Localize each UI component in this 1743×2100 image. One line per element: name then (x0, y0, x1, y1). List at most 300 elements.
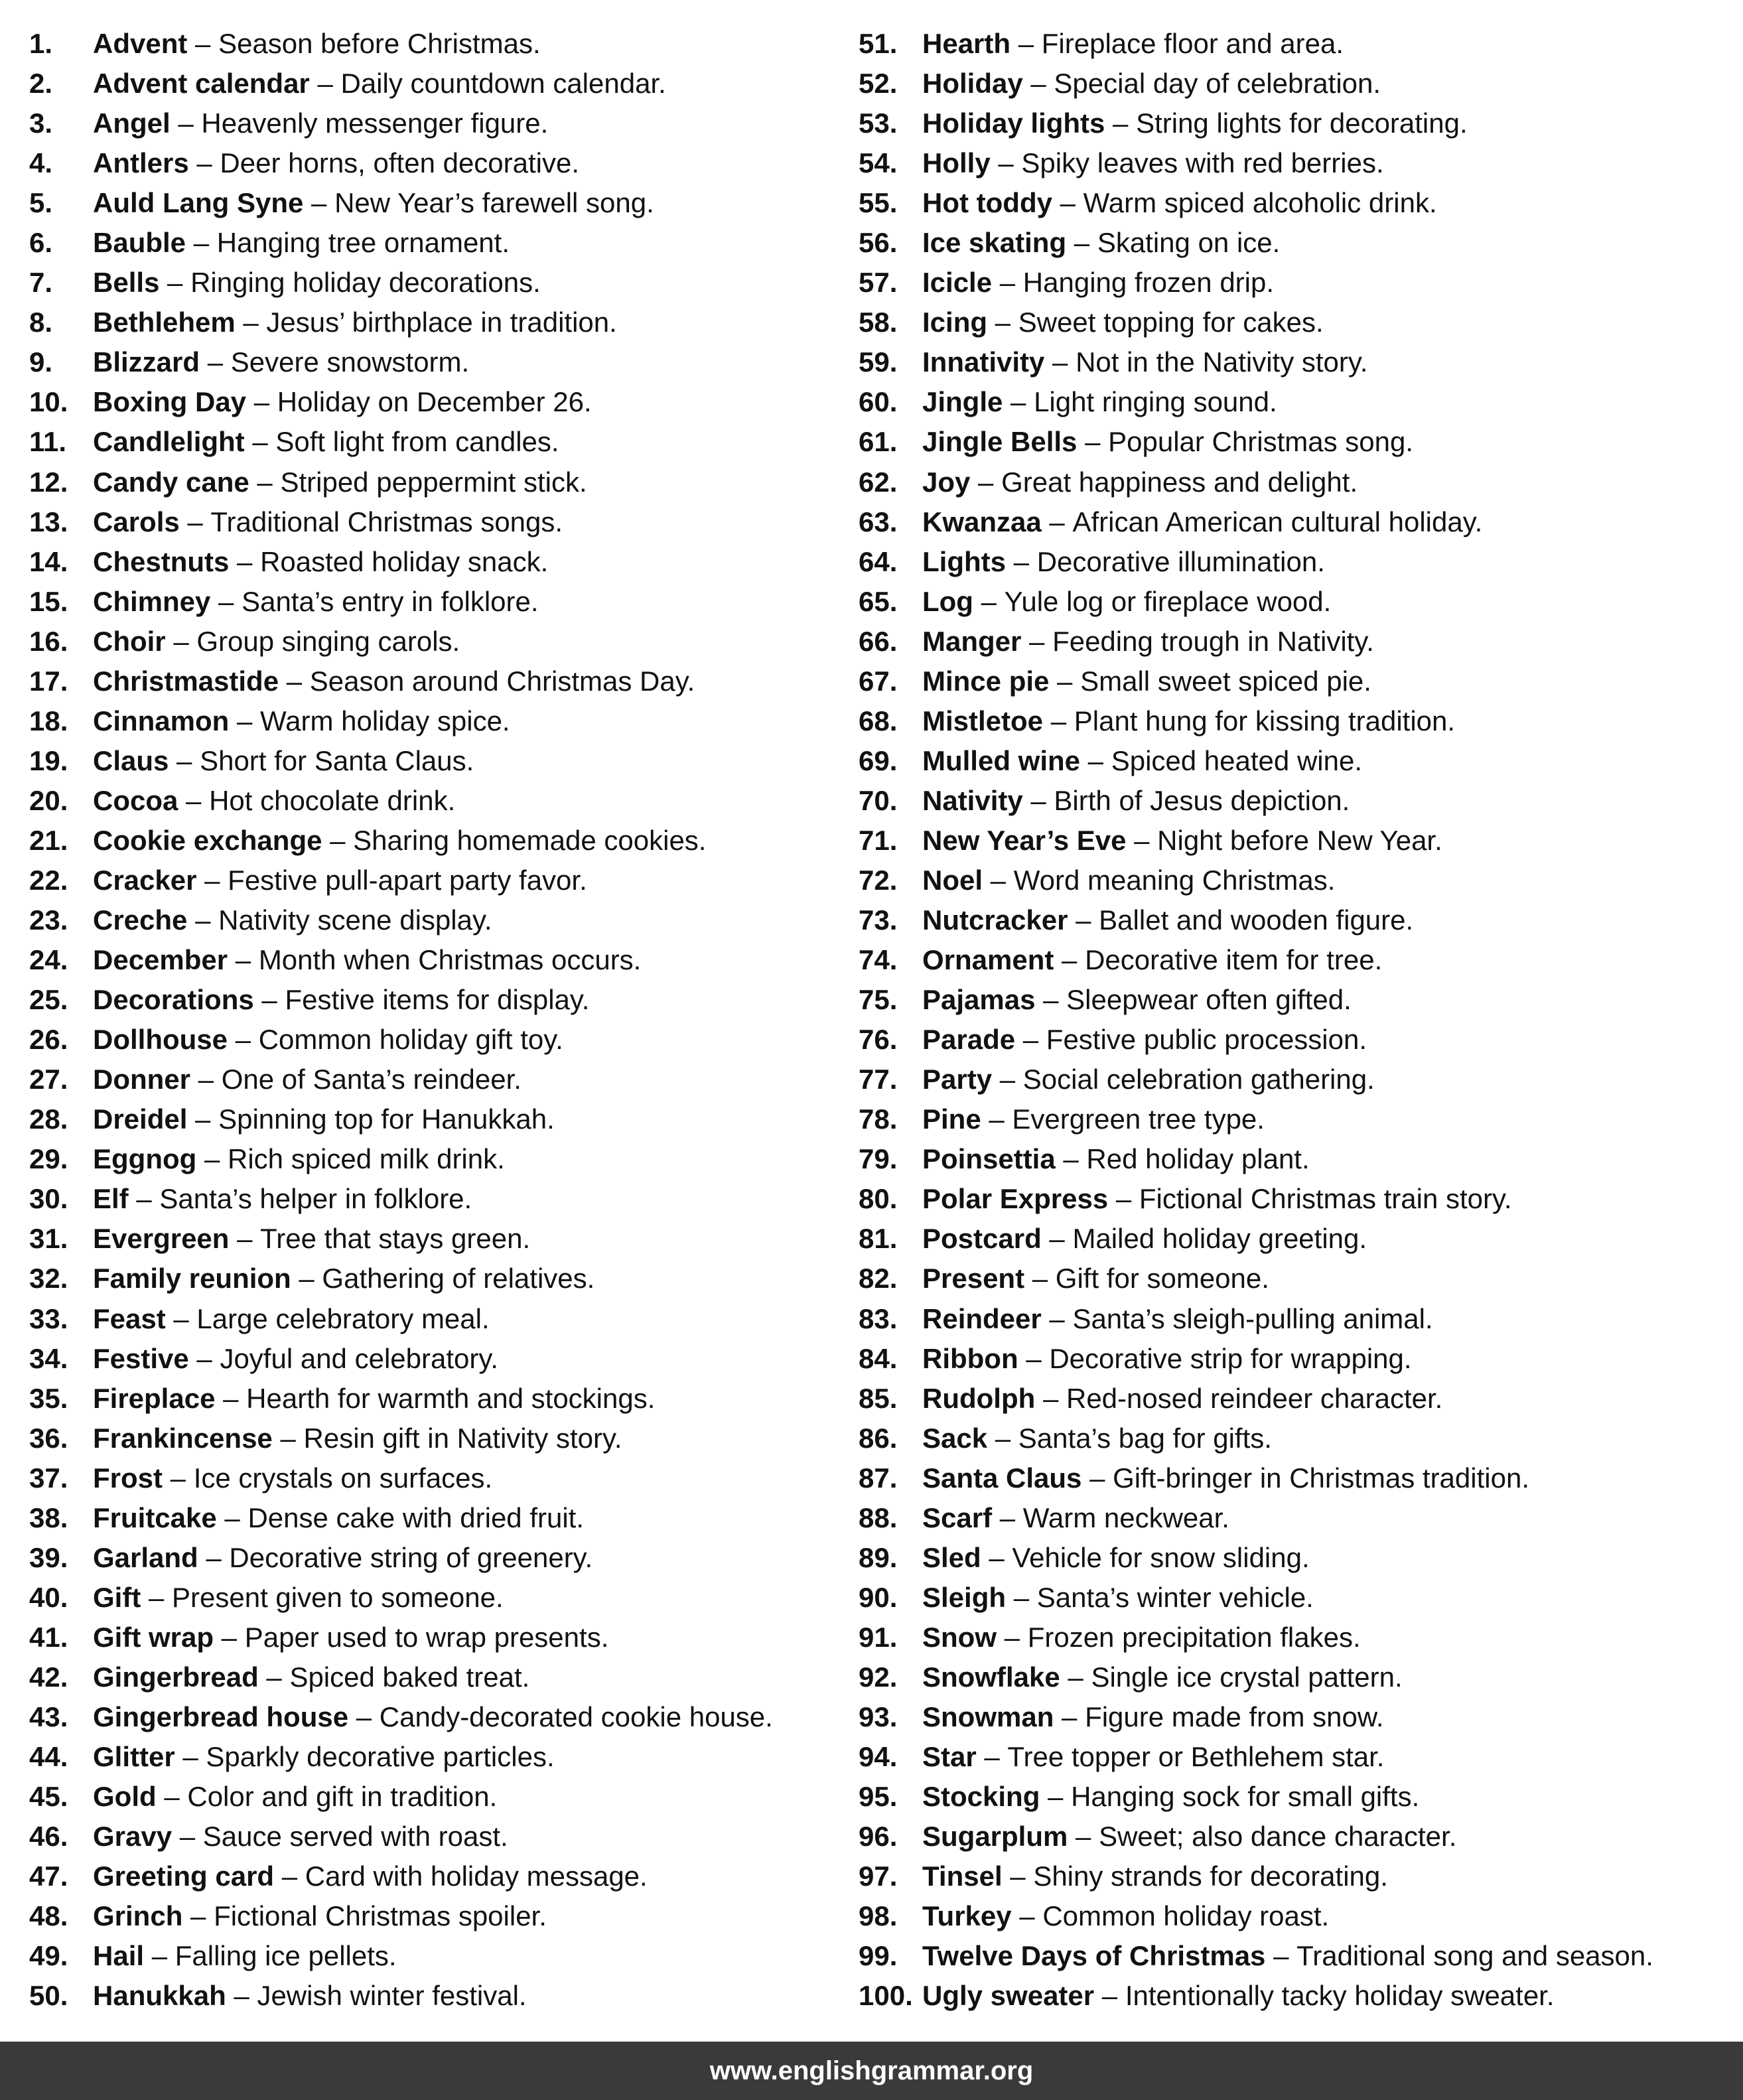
item-term: Santa Claus (922, 1462, 1082, 1494)
item-definition: Traditional song and season. (1296, 1940, 1653, 1972)
list-item (859, 1179, 1653, 1219)
item-separator: – (1003, 386, 1034, 418)
item-number: 64. (859, 545, 898, 577)
item-definition: Soft light from candles. (275, 426, 559, 458)
item-number: 22. (29, 865, 68, 896)
item-number: 30. (29, 1183, 68, 1215)
list-item (859, 622, 1653, 662)
item-term: Hearth (922, 28, 1011, 60)
item-separator: – (165, 625, 197, 657)
item-separator: – (1022, 68, 1054, 100)
item-number: 4. (29, 147, 53, 179)
item-definition: Fireplace floor and area. (1041, 28, 1344, 60)
list-item (859, 1777, 1653, 1817)
item-separator: – (246, 386, 277, 418)
item-term: Greeting card (93, 1860, 275, 1892)
item-term: Bethlehem (93, 307, 236, 338)
list-item (29, 1099, 773, 1139)
item-number: 33. (29, 1302, 68, 1334)
item-number: 31. (29, 1223, 68, 1255)
item-term: Ugly sweater (922, 1980, 1095, 2012)
item-term: Cocoa (93, 784, 178, 816)
item-term: Hanukkah (93, 1980, 226, 2012)
item-definition: Spinning top for Hanukkah. (218, 1103, 555, 1135)
item-number: 77. (859, 1064, 898, 1095)
list-item (29, 183, 773, 223)
item-definition: Santa’s bag for gifts. (1018, 1422, 1272, 1454)
item-term: Polar Express (922, 1183, 1109, 1215)
item-term: Cookie exchange (93, 824, 322, 856)
item-definition: Joyful and celebratory. (220, 1342, 498, 1374)
item-definition: Santa’s winter vehicle. (1036, 1581, 1314, 1613)
item-number: 12. (29, 466, 68, 498)
item-term: Rudolph (922, 1382, 1036, 1414)
item-separator: – (983, 865, 1014, 896)
item-term: Candlelight (93, 426, 245, 458)
item-separator: – (1002, 1860, 1034, 1892)
left-column (29, 24, 773, 2016)
item-number: 37. (29, 1462, 68, 1494)
item-number: 96. (859, 1821, 898, 1853)
item-definition: Decorative item for tree. (1085, 944, 1383, 976)
list-item (29, 1976, 773, 2016)
item-term: Manger (922, 625, 1022, 657)
item-definition: Roasted holiday snack. (260, 545, 549, 577)
item-separator: – (1265, 1940, 1297, 1972)
list-item (29, 861, 773, 900)
list-item (29, 781, 773, 821)
item-term: Sleigh (922, 1581, 1007, 1613)
item-number: 68. (859, 705, 898, 736)
list-item (859, 662, 1653, 701)
item-definition: Paper used to wrap presents. (244, 1621, 609, 1653)
item-separator: – (303, 187, 335, 219)
item-separator: – (992, 267, 1023, 299)
list-item (859, 1419, 1653, 1458)
item-term: Frost (93, 1462, 163, 1494)
list-item (29, 980, 773, 1020)
item-definition: Not in the Nativity story. (1076, 346, 1368, 378)
list-item (859, 582, 1653, 622)
list-item (29, 1896, 773, 1936)
item-definition: Santa’s entry in folklore. (242, 585, 539, 617)
item-separator: – (1094, 1980, 1125, 2012)
item-number: 59. (859, 346, 898, 378)
item-term: Innativity (922, 346, 1045, 378)
item-term: Party (922, 1064, 993, 1095)
item-separator: – (322, 824, 354, 856)
list-item (859, 980, 1653, 1020)
item-separator: – (188, 1342, 220, 1374)
list-item (859, 1339, 1653, 1379)
item-term: Joy (922, 466, 971, 498)
item-term: Pine (922, 1103, 981, 1135)
item-definition: Common holiday roast. (1042, 1900, 1330, 1932)
list-item (29, 223, 773, 263)
item-number: 94. (859, 1741, 898, 1773)
list-item (29, 24, 773, 64)
list-item (29, 1379, 773, 1419)
item-separator: – (1018, 1342, 1050, 1374)
item-number: 63. (859, 506, 898, 537)
list-item (859, 1498, 1653, 1538)
item-separator: – (214, 1621, 245, 1653)
item-term: Icing (922, 307, 988, 338)
item-definition: Warm holiday spice. (260, 705, 510, 736)
item-number: 53. (859, 107, 898, 139)
list-item (859, 781, 1653, 821)
list-item (859, 1060, 1653, 1099)
item-definition: Severe snowstorm. (230, 346, 470, 378)
item-separator: – (169, 744, 200, 776)
item-term: Ribbon (922, 1342, 1018, 1374)
item-definition: Intentionally tacky holiday sweater. (1125, 1980, 1555, 2012)
item-number: 56. (859, 227, 898, 259)
item-definition: Traditional Christmas songs. (210, 506, 563, 537)
item-term: Elf (93, 1183, 129, 1215)
item-definition: Decorative strip for wrapping. (1049, 1342, 1412, 1374)
item-definition: Jesus’ birthplace in tradition. (266, 307, 617, 338)
item-separator: – (186, 227, 217, 259)
item-definition: Short for Santa Claus. (200, 744, 474, 776)
item-number: 19. (29, 744, 68, 776)
list-item (29, 1697, 773, 1737)
item-number: 44. (29, 1741, 68, 1773)
list-item (29, 542, 773, 582)
item-number: 65. (859, 585, 898, 617)
list-item (29, 342, 773, 382)
item-separator: – (272, 1422, 304, 1454)
list-item (859, 861, 1653, 900)
item-definition: Hanging tree ornament. (216, 227, 510, 259)
item-term: Mince pie (922, 665, 1050, 697)
item-term: Family reunion (93, 1263, 291, 1295)
item-number: 79. (859, 1143, 898, 1175)
item-term: Gift wrap (93, 1621, 214, 1653)
item-separator: – (279, 665, 310, 697)
list-item (859, 1219, 1653, 1259)
item-separator: – (1040, 1781, 1072, 1813)
item-number: 3. (29, 107, 53, 139)
item-definition: Santa’s sleigh-pulling animal. (1072, 1302, 1433, 1334)
item-term: Star (922, 1741, 977, 1773)
item-separator: – (987, 1422, 1018, 1454)
item-separator: – (226, 1980, 257, 2012)
list-item (29, 1020, 773, 1060)
item-definition: Deer horns, often decorative. (220, 147, 580, 179)
item-number: 10. (29, 386, 68, 418)
item-term: Blizzard (93, 346, 200, 378)
item-definition: Sweet; also dance character. (1099, 1821, 1457, 1853)
list-item (859, 1856, 1653, 1896)
item-term: Gingerbread (93, 1661, 259, 1693)
item-definition: Word meaning Christmas. (1013, 865, 1336, 896)
item-separator: – (198, 1541, 230, 1573)
item-number: 67. (859, 665, 898, 697)
item-separator: – (1035, 1382, 1066, 1414)
item-term: Lights (922, 545, 1006, 577)
list-item (29, 741, 773, 781)
list-item (29, 1259, 773, 1298)
item-number: 70. (859, 784, 898, 816)
item-term: Fruitcake (93, 1502, 217, 1533)
item-separator: – (172, 1821, 203, 1853)
item-definition: Tree topper or Bethlehem star. (1007, 1741, 1385, 1773)
item-definition: Decorative illumination. (1036, 545, 1325, 577)
item-definition: Spiced baked treat. (289, 1661, 530, 1693)
item-definition: Spiky leaves with red berries. (1021, 147, 1384, 179)
item-separator: – (1044, 346, 1076, 378)
right-column (859, 24, 1653, 2016)
item-separator: – (229, 545, 261, 577)
list-item (29, 1419, 773, 1458)
item-definition: Red-nosed reindeer character. (1066, 1382, 1443, 1414)
item-number: 60. (859, 386, 898, 418)
item-number: 2. (29, 68, 53, 100)
item-definition: Present given to someone. (172, 1581, 504, 1613)
list-item (859, 1578, 1653, 1618)
item-term: Bells (93, 267, 160, 299)
item-definition: Sweet topping for cakes. (1018, 307, 1324, 338)
item-number: 55. (859, 187, 898, 219)
list-item (29, 263, 773, 303)
list-item (859, 183, 1653, 223)
item-separator: – (187, 28, 219, 60)
item-term: Eggnog (93, 1143, 197, 1175)
item-term: Mulled wine (922, 744, 1081, 776)
list-item (29, 1936, 773, 1976)
item-definition: African American cultural holiday. (1072, 506, 1483, 537)
item-number: 95. (859, 1781, 898, 1813)
item-term: Glitter (93, 1741, 175, 1773)
item-separator: – (990, 147, 1022, 179)
item-definition: Santa’s helper in folklore. (159, 1183, 472, 1215)
item-definition: Large celebratory meal. (196, 1302, 490, 1334)
item-number: 42. (29, 1661, 68, 1693)
item-separator: – (1041, 506, 1073, 537)
item-definition: Candy-decorated cookie house. (379, 1701, 773, 1732)
item-term: Auld Lang Syne (93, 187, 304, 219)
footer-bar (0, 2042, 1743, 2100)
item-term: Carols (93, 506, 180, 537)
item-separator: – (1005, 545, 1037, 577)
item-number: 80. (859, 1183, 898, 1215)
item-separator: – (244, 426, 276, 458)
list-item (29, 1578, 773, 1618)
item-number: 71. (859, 824, 898, 856)
item-separator: – (1081, 1462, 1113, 1494)
item-separator: – (997, 1621, 1028, 1653)
list-item (29, 1299, 773, 1339)
item-definition: Hanging sock for small gifts. (1071, 1781, 1420, 1813)
item-term: Creche (93, 904, 188, 936)
item-number: 62. (859, 466, 898, 498)
item-definition: Striped peppermint stick. (280, 466, 587, 498)
item-term: Choir (93, 625, 166, 657)
list-item (29, 701, 773, 741)
item-definition: Special day of celebration. (1054, 68, 1381, 100)
item-separator: – (987, 307, 1018, 338)
item-term: Ornament (922, 944, 1054, 976)
item-number: 50. (29, 1980, 68, 2012)
vocabulary-list (0, 24, 1743, 2014)
item-term: Scarf (922, 1502, 993, 1533)
item-definition: Gift for someone. (1055, 1263, 1269, 1295)
item-separator: – (190, 1064, 222, 1095)
item-number: 18. (29, 705, 68, 736)
item-definition: Popular Christmas song. (1108, 426, 1413, 458)
item-term: Advent (93, 28, 188, 60)
list-item (859, 1139, 1653, 1179)
list-item (859, 542, 1653, 582)
item-number: 82. (859, 1263, 898, 1295)
item-number: 49. (29, 1940, 68, 1972)
item-separator: – (992, 1064, 1023, 1095)
item-separator: – (309, 68, 341, 100)
item-separator: – (1068, 904, 1099, 936)
item-definition: Ice crystals on surfaces. (193, 1462, 493, 1494)
list-item (859, 1737, 1653, 1777)
item-separator: – (187, 904, 219, 936)
item-number: 15. (29, 585, 68, 617)
item-term: Snowman (922, 1701, 1054, 1732)
list-item (859, 1379, 1653, 1419)
item-term: Claus (93, 744, 169, 776)
list-item (29, 1538, 773, 1578)
item-term: Bauble (93, 227, 186, 259)
item-separator: – (249, 466, 281, 498)
item-term: Sugarplum (922, 1821, 1068, 1853)
item-term: Frankincense (93, 1422, 273, 1454)
item-term: Twelve Days of Christmas (922, 1940, 1266, 1972)
item-definition: Skating on ice. (1097, 227, 1281, 259)
list-item (29, 1458, 773, 1498)
item-definition: Small sweet spiced pie. (1080, 665, 1371, 697)
item-number: 98. (859, 1900, 898, 1932)
item-definition: Color and gift in tradition. (187, 1781, 498, 1813)
item-number: 74. (859, 944, 898, 976)
list-item (859, 900, 1653, 940)
item-term: Candy cane (93, 466, 249, 498)
item-separator: – (981, 1541, 1012, 1573)
item-definition: Fictional Christmas spoiler. (214, 1900, 547, 1932)
item-separator: – (1015, 1024, 1046, 1056)
item-number: 39. (29, 1541, 68, 1573)
list-item (29, 940, 773, 980)
item-number: 58. (859, 307, 898, 338)
item-separator: – (1055, 1143, 1087, 1175)
item-number: 92. (859, 1661, 898, 1693)
item-number: 46. (29, 1821, 68, 1853)
item-separator: – (228, 944, 259, 976)
item-separator: – (1108, 1183, 1139, 1215)
item-number: 5. (29, 187, 53, 219)
item-term: Holly (922, 147, 991, 179)
item-definition: Hearth for warmth and stockings. (246, 1382, 656, 1414)
item-separator: – (1077, 426, 1109, 458)
item-definition: Figure made from snow. (1085, 1701, 1384, 1732)
list-item (29, 1856, 773, 1896)
item-separator: – (1080, 744, 1111, 776)
item-separator: – (188, 147, 220, 179)
item-term: New Year’s Eve (922, 824, 1127, 856)
item-separator: – (1041, 1302, 1073, 1334)
item-number: 48. (29, 1900, 68, 1932)
item-definition: Ballet and wooden figure. (1099, 904, 1414, 936)
item-number: 7. (29, 267, 53, 299)
list-item (859, 821, 1653, 861)
item-number: 1. (29, 28, 53, 60)
item-separator: – (1049, 665, 1081, 697)
item-number: 32. (29, 1263, 68, 1295)
list-item (29, 1498, 773, 1538)
item-number: 91. (859, 1621, 898, 1653)
item-term: Kwanzaa (922, 506, 1042, 537)
item-separator: – (970, 466, 1002, 498)
item-definition: Festive pull-apart party favor. (228, 865, 587, 896)
item-separator: – (348, 1701, 380, 1732)
item-definition: Feeding trough in Nativity. (1052, 625, 1374, 657)
item-definition: Sharing homemade cookies. (353, 824, 707, 856)
item-number: 41. (29, 1621, 68, 1653)
item-number: 81. (859, 1223, 898, 1255)
item-term: Evergreen (93, 1223, 230, 1255)
item-term: Garland (93, 1541, 198, 1573)
list-item (29, 1060, 773, 1099)
item-definition: Rich spiced milk drink. (228, 1143, 505, 1175)
list-item (29, 104, 773, 143)
item-separator: – (992, 1502, 1023, 1533)
item-definition: String lights for decorating. (1136, 107, 1468, 139)
item-number: 83. (859, 1302, 898, 1334)
item-number: 23. (29, 904, 68, 936)
footer-url: www.englishgrammar.org (709, 2056, 1034, 2085)
item-separator: – (1024, 1263, 1056, 1295)
item-number: 24. (29, 944, 68, 976)
item-term: Icicle (922, 267, 993, 299)
item-separator: – (156, 1781, 188, 1813)
item-definition: Nativity scene display. (218, 904, 492, 936)
item-separator: – (1041, 1223, 1073, 1255)
item-separator: – (215, 1382, 247, 1414)
item-term: Poinsettia (922, 1143, 1056, 1175)
list-item (29, 1618, 773, 1657)
item-separator: – (159, 267, 191, 299)
item-number: 69. (859, 744, 898, 776)
item-definition: Fictional Christmas train story. (1139, 1183, 1512, 1215)
item-term: Ice skating (922, 227, 1067, 259)
item-separator: – (1021, 625, 1053, 657)
list-item (859, 382, 1653, 422)
item-definition: Vehicle for snow sliding. (1012, 1541, 1310, 1573)
item-separator: – (981, 1103, 1012, 1135)
item-number: 88. (859, 1502, 898, 1533)
list-item (859, 1099, 1653, 1139)
list-item (859, 1020, 1653, 1060)
item-separator: – (196, 1143, 228, 1175)
item-number: 76. (859, 1024, 898, 1056)
item-definition: Mailed holiday greeting. (1072, 1223, 1367, 1255)
item-definition: Sparkly decorative particles. (206, 1741, 555, 1773)
list-item (859, 1657, 1653, 1697)
item-number: 38. (29, 1502, 68, 1533)
item-term: Donner (93, 1064, 190, 1095)
item-separator: – (228, 1024, 259, 1056)
item-definition: Resin gift in Nativity story. (303, 1422, 622, 1454)
item-separator: – (1035, 984, 1067, 1016)
item-number: 57. (859, 267, 898, 299)
list-item (859, 1896, 1653, 1936)
